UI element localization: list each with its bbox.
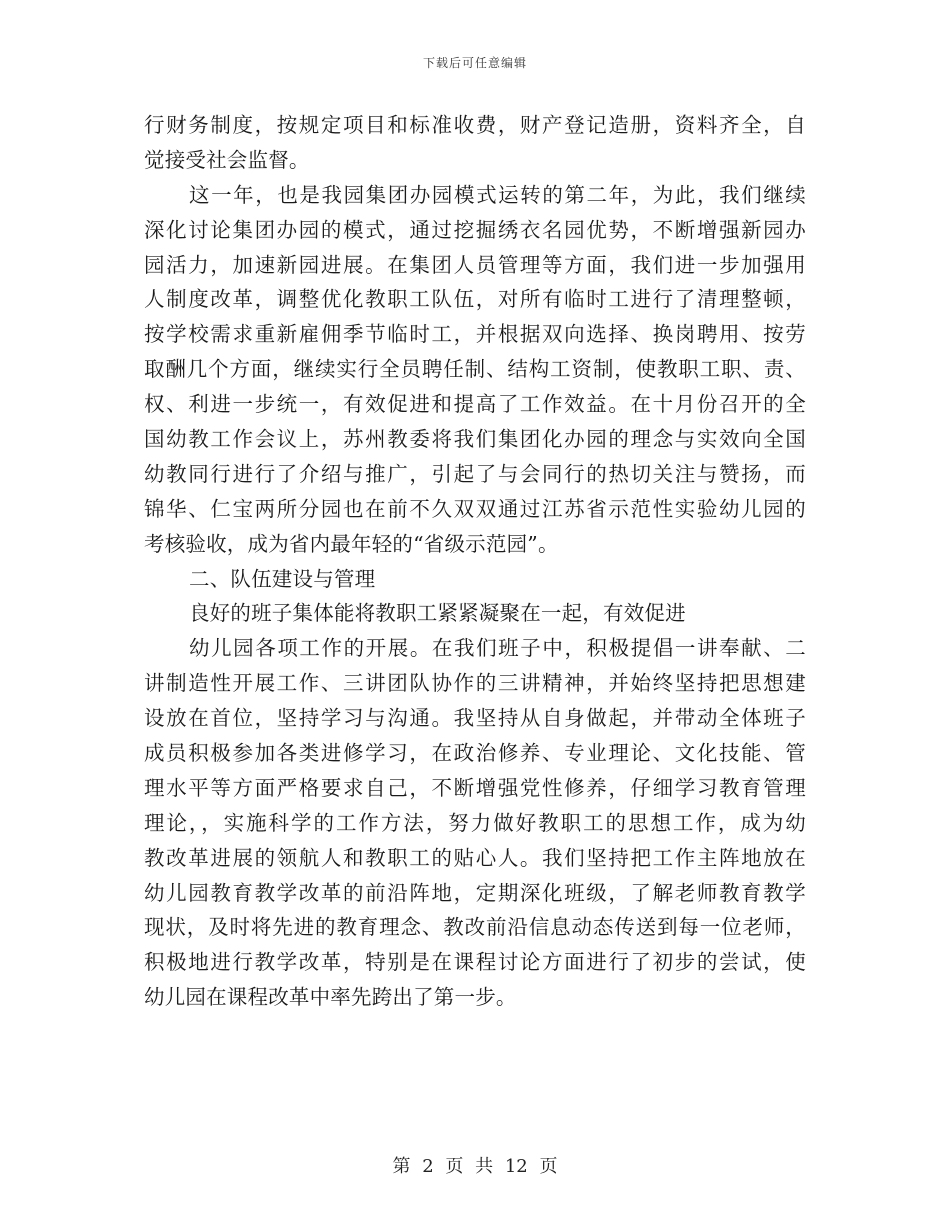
- text-line: 按学校需求重新雇佣季节临时工，并根据双向选择、换岗聘用、按劳: [144, 322, 806, 347]
- page-footer: 第 2 页 共 12 页: [392, 1156, 558, 1177]
- text-line: 讲制造性开展工作、三讲团队协作的三讲精神，并始终坚持把思想建: [144, 671, 806, 696]
- text-line: 考核验收，成为省内最年轻的“省级示范园”。: [144, 531, 559, 556]
- text-line: 教改革进展的领航人和教职工的贴心人。我们坚持把工作主阵地放在: [144, 845, 806, 870]
- text-line: 人制度改革，调整优化教职工队伍，对所有临时工进行了清理整顿，: [144, 287, 806, 312]
- page-header: 下载后可任意编辑: [422, 56, 527, 70]
- text-line: 成员积极参加各类进修学习，在政治修养、专业理论、文化技能、管: [144, 741, 806, 766]
- text-line: 良好的班子集体能将教职工紧紧凝聚在一起，有效促进: [189, 601, 686, 626]
- document-body: [144, 108, 806, 1015]
- text-line: 现状，及时将先进的教育理念、教改前沿信息动态传送到每一位老师，: [144, 915, 806, 940]
- text-line: 幼儿园各项工作的开展。在我们班子中，积极提倡一讲奉献、二: [189, 636, 806, 661]
- text-line: 幼儿园在课程改革中率先跨出了第一步。: [144, 985, 517, 1010]
- text-line: 理论，，实施科学的工作方法，努力做好教职工的思想工作，成为幼: [144, 810, 806, 835]
- text-line: 理水平等方面严格要求自己，不断增强党性修养，仔细学习教育管理: [144, 775, 806, 800]
- text-line: 二、队伍建设与管理: [189, 566, 376, 591]
- text-line: 觉接受社会监督。: [144, 147, 310, 172]
- text-line: 取酬几个方面，继续实行全员聘任制、结构工资制，使教职工职、责、: [144, 357, 806, 382]
- text-line: 深化讨论集团办园的模式，通过挖掘绣衣名园优势，不断增强新园办: [144, 217, 806, 242]
- text-line: 国幼教工作会议上，苏州教委将我们集团化办园的理念与实效向全国: [144, 427, 806, 452]
- text-line: 权、利进一步统一，有效促进和提高了工作效益。在十月份召开的全: [144, 392, 806, 417]
- text-line: 设放在首位，坚持学习与沟通。我坚持从自身做起，并带动全体班子: [144, 706, 806, 731]
- text-line: 幼儿园教育教学改革的前沿阵地，定期深化班级，了解老师教育教学: [144, 880, 806, 905]
- text-line: 积极地进行教学改革，特别是在课程讨论方面进行了初步的尝试，使: [144, 950, 806, 975]
- text-line: 园活力，加速新园进展。在集团人员管理等方面，我们进一步加强用: [144, 252, 806, 277]
- text-line: 这一年，也是我园集团办园模式运转的第二年，为此，我们继续: [189, 182, 806, 207]
- text-line: 行财务制度，按规定项目和标准收费，财产登记造册，资料齐全，自: [144, 113, 806, 137]
- text-line: 幼教同行进行了介绍与推广，引起了与会同行的热切关注与赞扬，而: [144, 461, 806, 486]
- text-line: 锦华、仁宝两所分园也在前不久双双通过江苏省示范性实验幼儿园的: [144, 496, 806, 521]
